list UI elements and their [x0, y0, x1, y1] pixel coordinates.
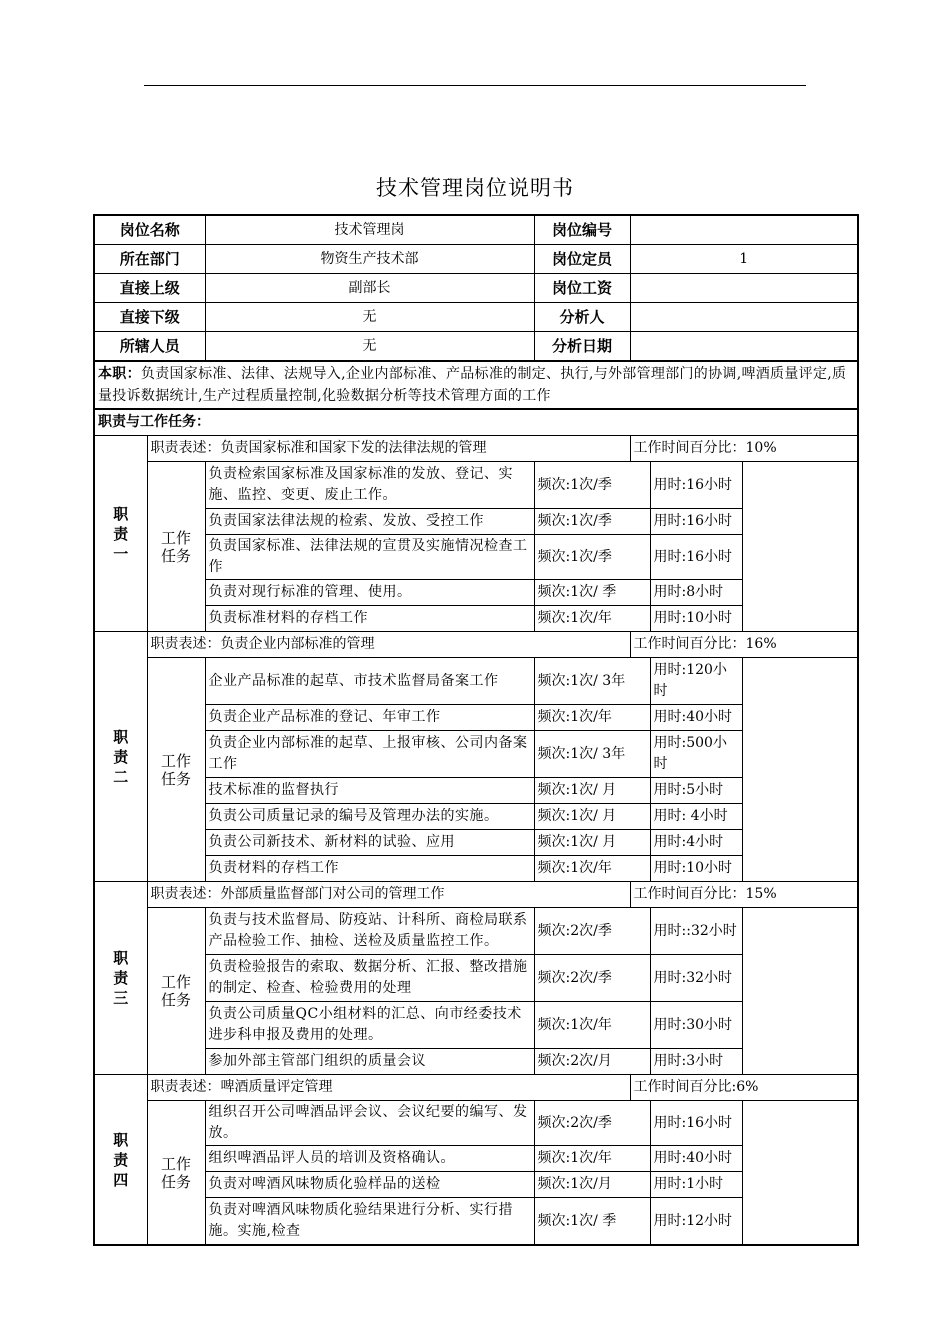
task-frequency: 频次:2次/季	[534, 1101, 650, 1146]
duty-label-char: 三	[113, 989, 129, 1007]
task-row	[94, 908, 858, 955]
work-task-label	[147, 908, 205, 1075]
position-code-label: 岗位编号	[534, 215, 630, 245]
work-task-label-line: 任务	[161, 1172, 192, 1191]
superior-label: 直接上级	[94, 274, 205, 303]
task-row	[94, 1198, 858, 1246]
duty-time-percentage: 工作时间百分比：16%	[630, 632, 858, 658]
page-title: 技术管理岗位说明书	[376, 176, 574, 200]
task-hours: 用时:30小时	[650, 1002, 742, 1049]
task-text: 负责对啤酒风味物质化验样品的送检	[205, 1172, 534, 1198]
duty-label-char: 职	[113, 727, 129, 746]
task-hours: 用时:32小时	[650, 955, 742, 1002]
work-task-label-line: 工作	[161, 973, 192, 991]
salary-label: 岗位工资	[534, 274, 630, 303]
task-row	[94, 462, 858, 509]
job-summary	[94, 361, 858, 409]
task-hours: 用时:40小时	[650, 1146, 742, 1172]
task-hours: 用时:16小时	[650, 462, 742, 509]
task-hours: 用时:120小时	[650, 658, 742, 705]
task-row	[94, 778, 858, 804]
task-text: 负责国家标准、法律法规的宣贯及实施情况检查工作	[205, 535, 534, 580]
duty-2-label	[94, 632, 147, 882]
duty-label-char: 职	[113, 504, 129, 523]
task-text: 负责检索国家标准及国家标准的发放、登记、实施、监控、变更、废止工作。	[205, 462, 534, 509]
task-hours: 用时:40小时	[650, 705, 742, 731]
duty-1-label	[94, 436, 147, 632]
work-task-label-line: 工作	[161, 528, 192, 547]
task-hours: 用时:16小时	[650, 1101, 742, 1146]
work-task-label-line: 任务	[161, 769, 192, 788]
task-row	[94, 535, 858, 580]
task-row	[94, 509, 858, 535]
task-hours: 用时:10小时	[650, 606, 742, 632]
task-text: 负责检验报告的索取、数据分析、汇报、整改措施的制定、检查、检验费用的处理	[205, 955, 534, 1002]
task-hours: 用时:10小时	[650, 856, 742, 882]
task-frequency: 频次:1次/ 3年	[534, 658, 650, 705]
duty-time-percentage: 工作时间百分比：10%	[630, 436, 858, 462]
task-frequency: 频次:1次/ 季	[534, 580, 650, 606]
duty-label-char: 二	[113, 767, 129, 786]
task-text: 负责公司质量QC小组材料的汇总、向市经委技术进步科申报及费用的处理。	[205, 1002, 534, 1049]
subordinate-label: 直接下级	[94, 303, 205, 332]
duty-description: 职责表述：啤酒质量评定管理	[147, 1075, 630, 1101]
task-row	[94, 955, 858, 1002]
task-hours: 用时:4小时	[650, 830, 742, 856]
analysis-date-value	[630, 332, 858, 362]
task-hours: 用时: 4小时	[650, 804, 742, 830]
duty-label-char: 责	[113, 747, 129, 766]
work-task-label-line: 工作	[161, 751, 192, 770]
task-frequency: 频次:2次/季	[534, 955, 650, 1002]
duty-description: 职责表述：负责国家标准和国家下发的法律法规的管理	[147, 436, 630, 462]
duty-label-char: 四	[113, 1170, 129, 1189]
task-row	[94, 1172, 858, 1198]
task-text: 负责公司新技术、新材料的试验、应用	[205, 830, 534, 856]
task-text: 负责标准材料的存档工作	[205, 606, 534, 632]
task-frequency: 频次:1次/季	[534, 535, 650, 580]
task-frequency: 频次:1次/ 月	[534, 830, 650, 856]
duty-description: 职责表述：负责企业内部标准的管理	[147, 632, 630, 658]
headcount-label: 岗位定员	[534, 245, 630, 274]
job-summary-label: 本职：	[98, 366, 141, 382]
task-row	[94, 856, 858, 882]
task-text: 参加外部主管部门组织的质量会议	[205, 1049, 534, 1075]
duty-time-percentage: 工作时间百分比：15%	[630, 882, 858, 908]
task-row	[94, 731, 858, 778]
task-text: 技术标准的监督执行	[205, 778, 534, 804]
task-row	[94, 658, 858, 705]
duty-label-char: 责	[113, 969, 129, 987]
duties-section-header: 职责与工作任务：	[94, 409, 858, 436]
managed-staff-label: 所辖人员	[94, 332, 205, 362]
headcount-value: 1	[630, 245, 858, 274]
task-hours: 用时::32小时	[650, 908, 742, 955]
duty-label-char: 职	[113, 949, 129, 967]
task-row	[94, 1002, 858, 1049]
analyst-label: 分析人	[534, 303, 630, 332]
task-row	[94, 1101, 858, 1146]
task-text: 组织啤酒品评人员的培训及资格确认。	[205, 1146, 534, 1172]
work-task-label-line: 任务	[161, 546, 192, 565]
duty-label-char: 一	[113, 544, 129, 563]
task-frequency: 频次:1次/年	[534, 856, 650, 882]
task-text: 负责与技术监督局、防疫站、计科所、商检局联系产品检验工作、抽检、送检及质量监控工作。	[205, 908, 534, 955]
task-text: 负责国家法律法规的检索、发放、受控工作	[205, 509, 534, 535]
task-row	[94, 804, 858, 830]
position-name-value: 技术管理岗	[205, 215, 534, 245]
task-hours: 用时:1小时	[650, 1172, 742, 1198]
task-row	[94, 606, 858, 632]
task-hours: 用时:12小时	[650, 1198, 742, 1246]
salary-value	[630, 274, 858, 303]
subordinate-value: 无	[205, 303, 534, 332]
task-frequency: 频次:1次/季	[534, 462, 650, 509]
task-frequency: 频次:1次/年	[534, 1146, 650, 1172]
job-summary-text: 负责国家标准、法律、法规导入,企业内部标准、产品标准的制定、执行,与外部管理部门的协调,啤酒质量评定,质量投诉数据统计,生产过程质量控制,化验数据分析等技术管理方面的工作	[98, 366, 847, 404]
duty-time-percentage: 工作时间百分比:6%	[630, 1075, 858, 1101]
work-task-label	[147, 658, 205, 882]
task-text: 负责材料的存档工作	[205, 856, 534, 882]
task-frequency: 频次:1次/月	[534, 1172, 650, 1198]
task-row	[94, 705, 858, 731]
duty-description: 职责表述：外部质量监督部门对公司的管理工作	[147, 882, 630, 908]
duty-label-char: 责	[113, 524, 129, 543]
task-text: 负责企业产品标准的登记、年审工作	[205, 705, 534, 731]
work-task-label	[147, 462, 205, 632]
task-row	[94, 580, 858, 606]
position-code-value	[630, 215, 858, 245]
task-hours: 用时:500小时	[650, 731, 742, 778]
department-value: 物资生产技术部	[205, 245, 534, 274]
task-row	[94, 1049, 858, 1075]
position-name-label: 岗位名称	[94, 215, 205, 245]
work-task-label-line: 任务	[161, 991, 192, 1009]
work-task-label-line: 工作	[161, 1154, 192, 1173]
task-hours: 用时:16小时	[650, 509, 742, 535]
managed-staff-value: 无	[205, 332, 534, 362]
task-text: 负责对现行标准的管理、使用。	[205, 580, 534, 606]
task-frequency: 频次:2次/季	[534, 908, 650, 955]
job-description-table	[93, 214, 859, 1246]
duty-label-char: 责	[113, 1150, 129, 1169]
task-frequency: 频次:2次/月	[534, 1049, 650, 1075]
task-text: 负责企业内部标准的起草、上报审核、公司内备案工作	[205, 731, 534, 778]
task-hours: 用时:8小时	[650, 580, 742, 606]
task-row	[94, 1146, 858, 1172]
duty-3-label	[94, 882, 147, 1075]
header-rule	[144, 85, 806, 86]
task-frequency: 频次:1次/ 月	[534, 778, 650, 804]
duty-4-label	[94, 1075, 147, 1246]
task-text: 负责对啤酒风味物质化验结果进行分析、实行措施。实施,检查	[205, 1198, 534, 1246]
task-frequency: 频次:1次/年	[534, 606, 650, 632]
duty-label-char: 职	[113, 1130, 129, 1149]
superior-value: 副部长	[205, 274, 534, 303]
task-text: 企业产品标准的起草、市技术监督局备案工作	[205, 658, 534, 705]
task-frequency: 频次:1次/ 月	[534, 804, 650, 830]
task-frequency: 频次:1次/ 3年	[534, 731, 650, 778]
work-task-label	[147, 1101, 205, 1246]
task-text: 负责公司质量记录的编号及管理办法的实施。	[205, 804, 534, 830]
department-label: 所在部门	[94, 245, 205, 274]
task-hours: 用时:16小时	[650, 535, 742, 580]
analyst-value	[630, 303, 858, 332]
task-row	[94, 830, 858, 856]
task-frequency: 频次:1次/ 季	[534, 1198, 650, 1246]
task-frequency: 频次:1次/年	[534, 1002, 650, 1049]
task-frequency: 频次:1次/季	[534, 509, 650, 535]
task-frequency: 频次:1次/年	[534, 705, 650, 731]
task-hours: 用时:3小时	[650, 1049, 742, 1075]
task-text: 组织召开公司啤酒品评会议、会议纪要的编写、发放。	[205, 1101, 534, 1146]
task-hours: 用时:5小时	[650, 778, 742, 804]
analysis-date-label: 分析日期	[534, 332, 630, 362]
